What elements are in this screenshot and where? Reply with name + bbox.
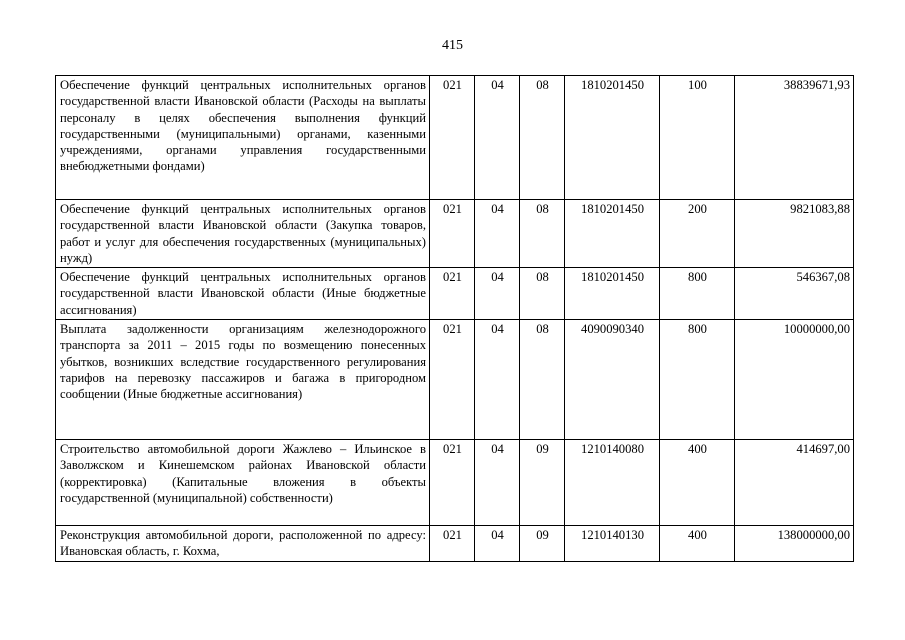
expense-type-code: 400 [660,526,735,562]
ministry-code: 021 [430,320,475,440]
target-article-code: 1810201450 [565,76,660,200]
subsection-code: 08 [520,76,565,200]
row-description: Строительство автомобильной дороги Жажлево – Ильинское в Заволжском и Кинешемском районах Ивановской области (корректировка) (Капитальные вложения в объекты государственной (муниципальной) собственности) [56,440,430,526]
amount-value: 38839671,93 [735,76,854,200]
section-code: 04 [475,76,520,200]
amount-value: 9821083,88 [735,200,854,268]
subsection-code: 09 [520,526,565,562]
amount-value: 546367,08 [735,268,854,320]
table-row [56,268,854,320]
subsection-code: 08 [520,200,565,268]
expense-type-code: 200 [660,200,735,268]
row-description: Обеспечение функций центральных исполнительных органов государственной власти Ивановской области (Иные бюджетные ассигнования) [56,268,430,320]
amount-value: 414697,00 [735,440,854,526]
amount-value: 138000000,00 [735,526,854,562]
subsection-code: 08 [520,320,565,440]
table-row [56,526,854,562]
section-code: 04 [475,320,520,440]
ministry-code: 021 [430,76,475,200]
table-row [56,320,854,440]
row-description: Обеспечение функций центральных исполнительных органов государственной власти Ивановской области (Расходы на выплаты персоналу в целях обеспечения выполнения функций государственными (муниципальными) органами, казенными учреждениями, органами управления государственными внебюджетными фондами) [56,76,430,200]
table-row [56,200,854,268]
expense-type-code: 400 [660,440,735,526]
expense-type-code: 800 [660,268,735,320]
ministry-code: 021 [430,440,475,526]
amount-value: 10000000,00 [735,320,854,440]
section-code: 04 [475,200,520,268]
table-row [56,440,854,526]
ministry-code: 021 [430,268,475,320]
row-description: Реконструкция автомобильной дороги, расположенной по адресу: Ивановская область, г. Кохма, [56,526,430,562]
target-article-code: 1810201450 [565,200,660,268]
subsection-code: 08 [520,268,565,320]
ministry-code: 021 [430,200,475,268]
target-article-code: 1810201450 [565,268,660,320]
section-code: 04 [475,526,520,562]
expense-type-code: 100 [660,76,735,200]
budget-table [55,75,854,562]
section-code: 04 [475,440,520,526]
target-article-code: 1210140080 [565,440,660,526]
subsection-code: 09 [520,440,565,526]
row-description: Выплата задолженности организациям железнодорожного транспорта за 2011 – 2015 годы по возмещению понесенных убытков, возникших вследствие государственного регулирования тарифов на перевозку пассажиров и багажа в пригородном сообщении (Иные бюджетные ассигнования) [56,320,430,440]
expense-type-code: 800 [660,320,735,440]
table-row [56,76,854,200]
row-description: Обеспечение функций центральных исполнительных органов государственной власти Ивановской области (Закупка товаров, работ и услуг для обеспечения государственных (муниципальных) нужд) [56,200,430,268]
target-article-code: 1210140130 [565,526,660,562]
target-article-code: 4090090340 [565,320,660,440]
page-number: 415 [442,38,463,53]
section-code: 04 [475,268,520,320]
ministry-code: 021 [430,526,475,562]
